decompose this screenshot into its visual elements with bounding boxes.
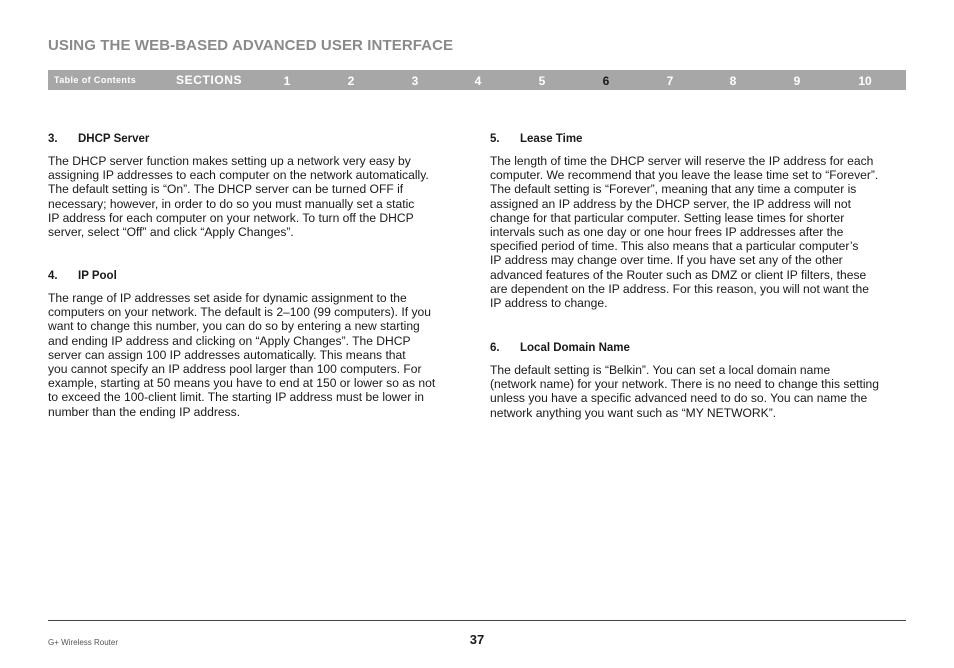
body-line: change for that particular computer. Setting lease times for shorter	[490, 210, 845, 225]
body-line: IP address may change over time. If you have set any of the other	[490, 253, 843, 268]
section-title: Local Domain Name	[520, 342, 630, 354]
body-line: The default setting is “Belkin”. You can set a local domain name	[490, 363, 831, 377]
body-line: example, starting at 50 means you have to end at 150 or lower so as not	[48, 376, 436, 391]
body-line: number than the ending IP address.	[48, 404, 241, 419]
body-line: network anything you want such as “MY NETWORK”.	[490, 405, 777, 420]
body-line: server can assign 100 IP addresses automatically. This means that	[48, 347, 406, 362]
section-lease-time	[490, 133, 908, 310]
section-heading	[48, 270, 435, 284]
section-link-1[interactable]: 1	[283, 74, 291, 88]
body-line: and ending IP address and clicking on “Apply Changes”. The DHCP	[48, 333, 411, 348]
body-line: intervals such as one day or one hour frees IP addresses after the	[490, 225, 844, 240]
section-link-9[interactable]: 9	[793, 74, 801, 88]
body-line: The length of time the DHCP server will reserve the IP address for each	[490, 154, 874, 168]
body-line: assigned an IP address by the DHCP server, the IP address will not	[490, 196, 851, 211]
footer-product-name: G+ Wireless Router	[48, 638, 119, 647]
section-number: 3.	[48, 133, 58, 145]
section-ip-pool	[48, 270, 435, 419]
section-link-6[interactable]: 6	[602, 74, 610, 88]
section-link-2[interactable]: 2	[347, 74, 355, 88]
section-link-10[interactable]: 10	[858, 74, 872, 88]
section-link-4[interactable]: 4	[474, 74, 482, 88]
section-heading	[490, 133, 908, 147]
left-column	[48, 133, 466, 419]
section-link-3[interactable]: 3	[411, 74, 419, 88]
section-heading	[48, 133, 466, 147]
right-column	[490, 133, 908, 420]
section-number: 4.	[48, 270, 58, 282]
section-body	[48, 291, 435, 419]
body-line: necessary; however, in order to do so you must manually set a static	[48, 196, 415, 211]
body-line: are dependent on the IP address. For this reason, you will not want the	[490, 281, 869, 296]
section-local-domain-name	[490, 342, 879, 420]
sections-label: SECTIONS	[176, 73, 243, 87]
footer-divider	[48, 620, 906, 621]
body-line: advanced features of the Router such as DMZ or client IP filters, these	[490, 267, 867, 282]
body-line: computer. We recommend that you leave the lease time set to “Forever”.	[490, 168, 879, 183]
page-title: USING THE WEB-BASED ADVANCED USER INTERFACE	[48, 37, 454, 54]
section-link-5[interactable]: 5	[538, 74, 546, 88]
body-line: computers on your network. The default is 2–100 (99 computers). If you	[48, 305, 431, 320]
body-line: The default setting is “On”. The DHCP server can be turned OFF if	[48, 182, 404, 197]
section-title: IP Pool	[78, 270, 117, 282]
body-line: server, select “Off” and click “Apply Changes”.	[48, 225, 294, 240]
page-number: 37	[469, 632, 485, 647]
section-body	[48, 154, 466, 239]
body-line: unless you have a specific advanced need to do so. You can name the	[490, 391, 868, 406]
section-link-8[interactable]: 8	[729, 74, 737, 88]
body-line: The default setting is “Forever”, meaning that any time a computer is	[490, 182, 857, 197]
body-line: to exceed the 100-client limit. The starting IP address must be lower in	[48, 390, 424, 405]
section-number: 5.	[490, 133, 500, 145]
section-title: Lease Time	[520, 133, 583, 145]
section-heading	[490, 342, 879, 356]
body-line: (network name) for your network. There is no need to change this setting	[490, 377, 879, 392]
section-dhcp-server	[48, 133, 466, 239]
section-body	[490, 363, 879, 420]
body-line: specified period of time. This also means that a particular computer’s	[490, 239, 859, 254]
section-link-7[interactable]: 7	[666, 74, 674, 88]
body-line: IP address to change.	[490, 296, 608, 311]
body-line: The DHCP server function makes setting up a network very easy by	[48, 154, 411, 168]
body-line: IP address for each computer on your network. To turn off the DHCP	[48, 210, 414, 225]
body-line: want to change this number, you can do so by entering a new starting	[48, 319, 420, 334]
section-nav-bar	[48, 70, 906, 90]
body-line: you cannot specify an IP address pool larger than 100 computers. For	[48, 362, 422, 377]
section-number: 6.	[490, 342, 500, 354]
body-line: assigning IP addresses to each computer on the network automatically.	[48, 168, 429, 183]
section-body	[490, 154, 908, 310]
table-of-contents-link[interactable]: Table of Contents	[54, 75, 137, 85]
body-line: The range of IP addresses set aside for dynamic assignment to the	[48, 291, 407, 305]
section-title: DHCP Server	[78, 133, 150, 145]
